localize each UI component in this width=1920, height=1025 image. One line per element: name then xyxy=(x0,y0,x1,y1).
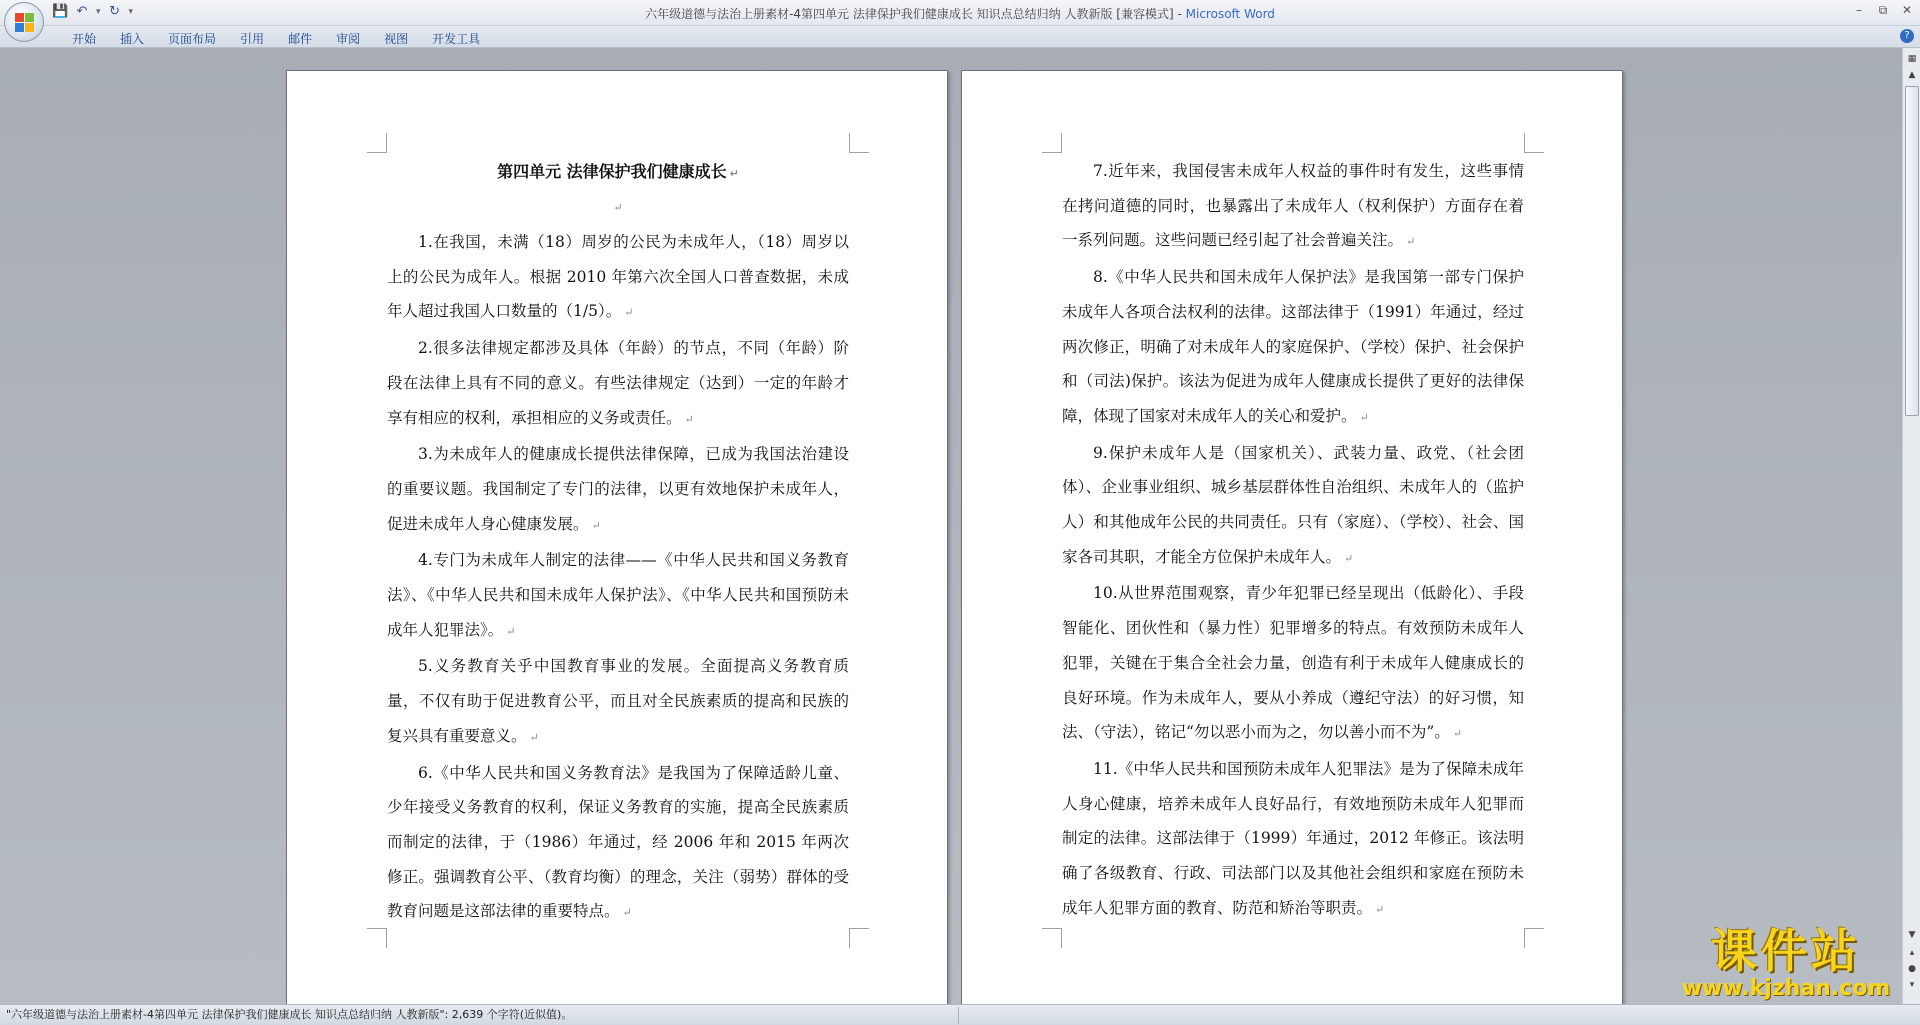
customize-toolbar-icon[interactable]: ▾ xyxy=(128,7,134,17)
paragraph-mark: ↵ xyxy=(729,167,739,180)
paragraph-mark: ↵ xyxy=(684,412,694,426)
scroll-up-icon[interactable]: ▲ xyxy=(1908,70,1916,80)
document-title: 六年级道德与法治上册素材-4第四单元 法律保护我们健康成长 知识点总结归纳 人教新版 [兼容模式] - xyxy=(645,7,1186,21)
ribbon-tab[interactable]: 视图 xyxy=(384,32,409,46)
paragraph-text: 4.专门为未成年人制定的法律——《中华人民共和国义务教育法》、《中华人民共和国未成年人保护法》、《中华人民共和国预防未成年人犯罪法》。 xyxy=(387,551,849,639)
paragraph[interactable] xyxy=(1062,436,1524,577)
paragraph[interactable] xyxy=(1062,752,1524,928)
status-bar xyxy=(0,1004,1920,1025)
paragraph-text: 2.很多法律规定都涉及具体（年龄）的节点，不同（年龄）阶段在法律上具有不同的意义。有些法律规定（达到）一定的年龄才享有相应的权利，承担相应的义务或责任。 xyxy=(387,339,849,427)
margin-corner-mark xyxy=(1042,133,1062,153)
ribbon-tab[interactable]: 开发工具 xyxy=(432,32,481,46)
left-paragraphs xyxy=(387,225,849,931)
paragraph-mark: ↵ xyxy=(1359,410,1369,424)
ribbon-tab[interactable]: 页面布局 xyxy=(168,32,217,46)
margin-corner-mark xyxy=(1524,133,1544,153)
paragraph[interactable] xyxy=(387,543,849,649)
paragraph-mark: ↵ xyxy=(624,306,634,320)
redo-icon[interactable]: ↻ xyxy=(109,4,120,19)
app-name: Microsoft Word xyxy=(1185,7,1275,21)
paragraph[interactable] xyxy=(1062,154,1524,260)
ribbon-tab[interactable]: 插入 xyxy=(120,32,145,46)
document-heading xyxy=(387,155,849,191)
paragraph-mark: ↵ xyxy=(529,730,539,744)
watermark-text: 课件站 xyxy=(1711,924,1861,978)
paragraph[interactable] xyxy=(387,225,849,331)
paragraph-text: 3.为未成年人的健康成长提供法律保障，已成为我国法治建设的重要议题。我国制定了专门的法律，以更有效地保护未成年人，促进未成年人身心健康发展。 xyxy=(387,445,849,533)
save-icon[interactable]: 💾 xyxy=(52,4,69,19)
scroll-down-icon[interactable]: ▼ xyxy=(1908,930,1916,940)
paragraph[interactable] xyxy=(1062,576,1524,752)
undo-icon[interactable]: ↶ xyxy=(76,4,88,19)
margin-corner-mark xyxy=(367,928,387,948)
paragraph[interactable] xyxy=(1062,260,1524,436)
margin-corner-mark xyxy=(1524,928,1544,948)
paragraph-text: 6.《中华人民共和国义务教育法》是我国为了保障适龄儿童、少年接受义务教育的权利，保证义务教育的实施，提高全民族素质而制定的法律，于（1986）年通过，经 2006 年和 2015 年两次修正。强调教育公平、（教育均衡）的理念，关注（弱势）群体的受教育问题是这部法律的重要特点。 xyxy=(387,763,849,921)
office-logo-icon xyxy=(15,13,35,33)
ribbon-tab-bar xyxy=(0,26,1920,48)
margin-corner-mark xyxy=(1042,928,1062,948)
status-text: "六年级道德与法治上册素材-4第四单元 法律保护我们健康成长 知识点总结归纳 人教新版": 2,639 个字符(近似值)。 xyxy=(6,1008,573,1021)
paragraph-text: 1.在我国，未满（18）周岁的公民为未成年人，（18）周岁以上的公民为成年人。根据 2010 年第六次全国人口普查数据，未成年人超过我国人口数量的（1/5）。 xyxy=(387,233,849,321)
ribbon-tab[interactable]: 开始 xyxy=(72,32,97,46)
previous-page-icon[interactable]: ▴ xyxy=(1909,948,1915,958)
ribbon-tab[interactable]: 引用 xyxy=(240,32,265,46)
paragraph-text: 8.《中华人民共和国未成年人保护法》是我国第一部专门保护未成年人各项合法权利的法律。这部法律于（1991）年通过，经过两次修正，明确了对未成年人的家庭保护、（学校）保护、社会保护和（司法)保护。该法为促进为成年人健康成长提供了更好的法律保障，体现了国家对未成年人的关心和爱护。 xyxy=(1062,268,1524,425)
help-icon[interactable]: ? xyxy=(1900,29,1914,43)
heading-text: 第四单元 法律保护我们健康成长 xyxy=(497,162,727,181)
paragraph-text: 10.从世界范围观察，青少年犯罪已经呈现出（低龄化）、手段智能化、团伙性和（暴力性）犯罪增多的特点。有效预防未成年人犯罪，关键在于集合全社会力量，创造有利于未成年人健康成长的良好环境。作为未成年人，要从小养成（遵纪守法）的好习惯，知法、（守法），铭记“勿以恶小而为之，勿以善小而不为”。 xyxy=(1062,584,1524,742)
minimize-icon[interactable]: – xyxy=(1856,3,1862,17)
paragraph[interactable] xyxy=(387,649,849,755)
ribbon-tab[interactable]: 邮件 xyxy=(288,32,313,46)
paragraph-text: 7.近年来，我国侵害未成年人权益的事件时有发生，这些事情在拷问道德的同时，也暴露出了未成年人（权利保护）方面存在着一系列问题。这些问题已经引起了社会普遍关注。 xyxy=(1062,162,1524,250)
select-browse-object-icon[interactable]: ● xyxy=(1908,964,1916,974)
page-1[interactable] xyxy=(286,70,948,1004)
window-controls xyxy=(1852,3,1914,18)
status-divider xyxy=(958,1007,959,1024)
page-2-content[interactable] xyxy=(1062,154,1524,927)
ribbon-tabs xyxy=(60,29,492,48)
paragraph-text: 11.《中华人民共和国预防未成年人犯罪法》是为了保障未成年人身心健康，培养未成年人良好品行，有效地预防未成年人犯罪而制定的法律。这部法律于（1999）年通过，2012 年修正。该法明确了各级教育、行政、司法部门以及其他社会组织和家庭在预防未成年人犯罪方面的教育、防范和矫治等职责。 xyxy=(1062,759,1524,917)
undo-dropdown-icon[interactable]: ▾ xyxy=(96,7,101,17)
paragraph-mark: ↵ xyxy=(1375,902,1385,916)
next-page-icon[interactable]: ▾ xyxy=(1909,980,1915,990)
page-1-content[interactable] xyxy=(387,155,849,931)
paragraph-mark: ↵ xyxy=(1452,727,1463,741)
paragraph[interactable] xyxy=(387,331,849,437)
document-area[interactable] xyxy=(0,48,1902,1004)
ribbon-tab[interactable]: 审阅 xyxy=(336,32,361,46)
paragraph-text: 9.保护未成年人是（国家机关）、武装力量、政党、（社会团体）、企业事业组织、城乡基层群体性自治组织、未成年人的（监护人）和其他成年公民的共同责任。只有（家庭）、（学校）、社会、国家各司其职，才能全方位保护未成年人。 xyxy=(1062,443,1524,566)
scrollbar-thumb[interactable] xyxy=(1905,86,1919,416)
margin-corner-mark xyxy=(849,133,869,153)
paragraph-mark: ↵ xyxy=(1406,235,1416,249)
paragraph-mark: ↵ xyxy=(506,624,516,638)
office-button[interactable] xyxy=(4,2,44,42)
paragraph-text: 5.义务教育关乎中国教育事业的发展。全面提高义务教育质量，不仅有助于促进教育公平，而且对全民族素质的提高和民族的复兴具有重要意义。 xyxy=(387,657,849,745)
close-icon[interactable]: ✕ xyxy=(1901,3,1913,17)
paragraph-mark: ↵ xyxy=(622,906,632,920)
margin-corner-mark xyxy=(367,133,387,153)
vertical-scrollbar[interactable] xyxy=(1902,48,1920,1004)
paragraph-mark: ↵ xyxy=(613,201,623,214)
paragraph-mark: ↵ xyxy=(1344,551,1354,565)
restore-icon[interactable]: ⧉ xyxy=(1878,3,1888,17)
window-title xyxy=(0,5,1920,22)
watermark-url: www.kjzhan.com xyxy=(1681,976,1891,1001)
ruler-toggle-icon[interactable]: ▦ xyxy=(1907,54,1917,64)
paragraph[interactable] xyxy=(387,437,849,543)
paragraph[interactable] xyxy=(387,756,849,932)
watermark-logo xyxy=(1668,925,1904,1005)
paragraph-mark: ↵ xyxy=(591,518,601,532)
title-bar xyxy=(0,0,1920,26)
empty-paragraph xyxy=(387,191,849,225)
margin-corner-mark xyxy=(849,928,869,948)
page-2[interactable] xyxy=(961,70,1623,1004)
